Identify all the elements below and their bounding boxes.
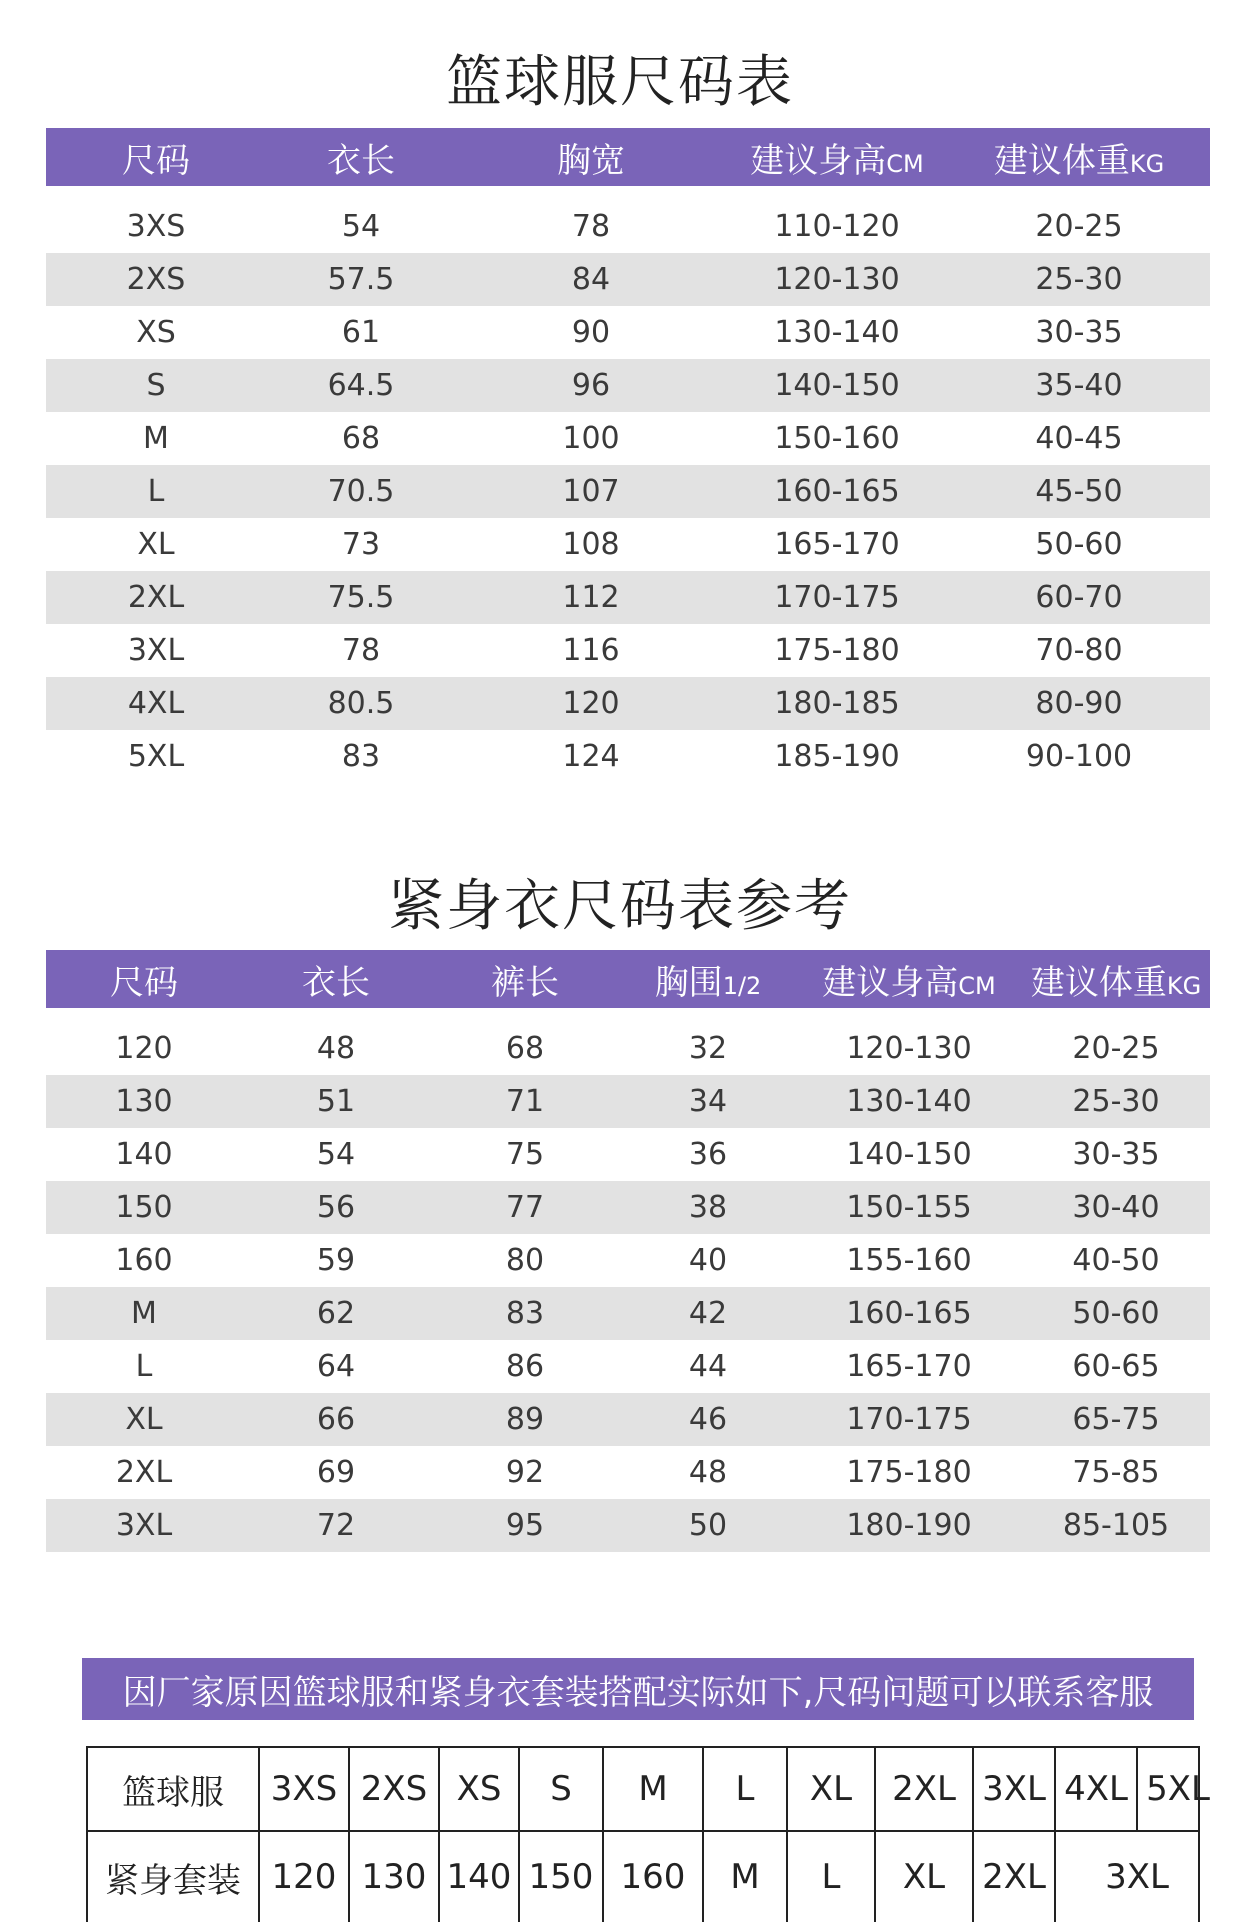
table-cell: 84 — [571, 262, 611, 297]
table-cell: 70.5 — [327, 474, 395, 509]
table-cell: 89 — [505, 1402, 545, 1437]
table-row — [46, 465, 1210, 518]
table-cell: 185-190 — [774, 739, 900, 774]
mapping-size-cell: 130 — [350, 1832, 440, 1922]
table-row — [46, 412, 1210, 465]
table-cell: 56 — [316, 1190, 356, 1225]
table-cell: 92 — [505, 1455, 545, 1490]
table-cell: XS — [136, 315, 176, 350]
table-cell: S — [146, 368, 166, 403]
mapping-size-cell: 150 — [520, 1832, 604, 1922]
table-cell: 40-45 — [1035, 421, 1123, 456]
mapping-size-cell: S — [520, 1748, 604, 1830]
table-row — [46, 1287, 1210, 1340]
table-row — [46, 1446, 1210, 1499]
table-row — [46, 624, 1210, 677]
tights-header — [46, 950, 1210, 1008]
table-cell: 5XL — [127, 739, 185, 774]
table-cell: 170-175 — [846, 1402, 972, 1437]
table-cell: 66 — [316, 1402, 356, 1437]
table-cell: 175-180 — [774, 633, 900, 668]
table-cell: 40 — [688, 1243, 728, 1278]
mapping-size-cell: 3XS — [260, 1748, 350, 1830]
table-cell: 30-40 — [1072, 1190, 1160, 1225]
table-cell: 150-160 — [774, 421, 900, 456]
table-cell: 160-165 — [846, 1296, 972, 1331]
table-cell: 130-140 — [846, 1084, 972, 1119]
mapping-size-cell: 2XS — [350, 1748, 440, 1830]
column-header — [266, 133, 456, 182]
table-cell: 75.5 — [327, 580, 395, 615]
table-cell: 64.5 — [327, 368, 395, 403]
table-cell: 68 — [505, 1031, 545, 1066]
table-cell: 32 — [688, 1031, 728, 1066]
table-row — [46, 1393, 1210, 1446]
table-cell: 71 — [505, 1084, 545, 1119]
table-cell: 165-170 — [846, 1349, 972, 1384]
column-header-label: 尺码 — [110, 962, 178, 1003]
column-header-label: 衣长 — [302, 962, 370, 1003]
column-header — [948, 133, 1210, 182]
table-cell: 36 — [688, 1137, 728, 1172]
table-cell: 165-170 — [774, 527, 900, 562]
table-row — [46, 359, 1210, 412]
mapping-table — [86, 1746, 1210, 1922]
tights-title: 紧身衣尺码表参考 — [388, 874, 852, 939]
table-cell: 48 — [316, 1031, 356, 1066]
mapping-row-tights — [88, 1832, 1198, 1922]
mapping-row-label: 篮球服 — [88, 1748, 260, 1830]
table-cell: 95 — [505, 1508, 545, 1543]
table-row — [46, 253, 1210, 306]
table-cell: 4XL — [127, 686, 185, 721]
table-cell: 3XL — [127, 633, 185, 668]
mapping-size-cell: XL — [876, 1832, 974, 1922]
column-header-unit: KG — [1166, 971, 1202, 1000]
table-row — [46, 306, 1210, 359]
table-row — [46, 1234, 1210, 1287]
table-cell: 107 — [562, 474, 620, 509]
table-cell: 34 — [688, 1084, 728, 1119]
mapping-size-cell: 3XL — [974, 1748, 1056, 1830]
column-header-label: 胸围 — [654, 962, 723, 1003]
table-cell: 3XL — [115, 1508, 173, 1543]
table-cell: 83 — [505, 1296, 545, 1331]
table-cell: XL — [125, 1402, 163, 1437]
table-cell: 20-25 — [1035, 209, 1123, 244]
table-cell: 100 — [562, 421, 620, 456]
table-row — [46, 677, 1210, 730]
table-row — [46, 571, 1210, 624]
table-cell: 44 — [688, 1349, 728, 1384]
table-cell: 120 — [562, 686, 620, 721]
mapping-size-cell: 140 — [440, 1832, 520, 1922]
table-cell: 140 — [115, 1137, 173, 1172]
column-header — [796, 955, 1022, 1004]
table-cell: XL — [137, 527, 175, 562]
table-cell: 2XL — [127, 580, 185, 615]
table-cell: 77 — [505, 1190, 545, 1225]
table-cell: 140-150 — [846, 1137, 972, 1172]
table-cell: 61 — [341, 315, 381, 350]
table-cell: 116 — [562, 633, 620, 668]
table-cell: 60-70 — [1035, 580, 1123, 615]
table-cell: 110-120 — [774, 209, 900, 244]
table-cell: 25-30 — [1072, 1084, 1160, 1119]
table-cell: 64 — [316, 1349, 356, 1384]
table-cell: 160-165 — [774, 474, 900, 509]
table-cell: 80 — [505, 1243, 545, 1278]
table-cell: 46 — [688, 1402, 728, 1437]
table-cell: 2XS — [126, 262, 186, 297]
table-cell: 130 — [115, 1084, 173, 1119]
bball-header — [46, 128, 1210, 186]
table-cell: 120-130 — [774, 262, 900, 297]
table-cell: 50-60 — [1035, 527, 1123, 562]
table-cell: 150 — [115, 1190, 173, 1225]
column-header — [620, 955, 796, 1004]
table-cell: 96 — [571, 368, 611, 403]
mapping-banner: 因厂家原因篮球服和紧身衣套装搭配实际如下,尺码问题可以联系客服 — [82, 1658, 1194, 1720]
table-cell: 85-105 — [1062, 1508, 1170, 1543]
table-cell: 2XL — [115, 1455, 173, 1490]
column-header-label: 胸宽 — [557, 140, 625, 181]
mapping-size-cell: L — [788, 1832, 876, 1922]
table-cell: 75-85 — [1072, 1455, 1160, 1490]
table-cell: 38 — [688, 1190, 728, 1225]
table-cell: 48 — [688, 1455, 728, 1490]
table-cell: 86 — [505, 1349, 545, 1384]
table-cell: 69 — [316, 1455, 356, 1490]
mapping-size-cell: 2XL — [876, 1748, 974, 1830]
table-cell: M — [143, 421, 169, 456]
column-header — [430, 955, 620, 1004]
table-cell: 78 — [571, 209, 611, 244]
column-header-unit: CM — [886, 149, 924, 178]
table-cell: 65-75 — [1072, 1402, 1160, 1437]
table-row — [46, 200, 1210, 253]
column-header-label: 建议体重 — [993, 140, 1130, 181]
mapping-size-cell: 3XL — [1105, 1857, 1169, 1897]
mapping-size-cell: M — [604, 1748, 704, 1830]
table-cell: 62 — [316, 1296, 356, 1331]
table-cell: 68 — [341, 421, 381, 456]
table-cell: 180-185 — [774, 686, 900, 721]
mapping-row-basketball — [88, 1748, 1210, 1832]
table-cell: L — [147, 474, 165, 509]
table-cell: M — [131, 1296, 157, 1331]
table-cell: 40-50 — [1072, 1243, 1160, 1278]
mapping-size-cell: 160 — [604, 1832, 704, 1922]
table-row — [46, 518, 1210, 571]
table-cell: 175-180 — [846, 1455, 972, 1490]
table-cell: 60-65 — [1072, 1349, 1160, 1384]
mapping-size-cell: L — [704, 1748, 788, 1830]
table-cell: 50-60 — [1072, 1296, 1160, 1331]
table-row — [46, 1181, 1210, 1234]
table-cell: 30-35 — [1072, 1137, 1160, 1172]
column-header-unit: 1/2 — [722, 971, 762, 1000]
table-cell: 42 — [688, 1296, 728, 1331]
table-cell: 120-130 — [846, 1031, 972, 1066]
column-header — [242, 955, 430, 1004]
column-header-label: 衣长 — [327, 140, 395, 181]
column-header-unit: KG — [1129, 149, 1165, 178]
table-cell: L — [135, 1349, 153, 1384]
table-cell: 124 — [562, 739, 620, 774]
mapping-size-cell: 2XL — [974, 1832, 1056, 1922]
table-row — [46, 1340, 1210, 1393]
table-cell: 140-150 — [774, 368, 900, 403]
mapping-size-cell: M — [704, 1832, 788, 1922]
column-header — [456, 133, 726, 182]
table-cell: 150-155 — [846, 1190, 972, 1225]
table-cell: 80.5 — [327, 686, 395, 721]
table-cell: 120 — [115, 1031, 173, 1066]
column-header — [46, 955, 242, 1004]
table-cell: 35-40 — [1035, 368, 1123, 403]
table-cell: 50 — [688, 1508, 728, 1543]
table-row — [46, 1022, 1210, 1075]
column-header-label: 尺码 — [122, 140, 190, 181]
table-cell: 170-175 — [774, 580, 900, 615]
mapping-size-cell: XS — [440, 1748, 520, 1830]
mapping-size-cell: XL — [788, 1748, 876, 1830]
table-cell: 51 — [316, 1084, 356, 1119]
table-cell: 78 — [341, 633, 381, 668]
column-header-label: 建议身高 — [822, 962, 959, 1003]
table-cell: 90 — [571, 315, 611, 350]
table-cell: 20-25 — [1072, 1031, 1160, 1066]
table-cell: 75 — [505, 1137, 545, 1172]
column-header-unit: CM — [958, 971, 996, 1000]
table-cell: 54 — [341, 209, 381, 244]
mapping-row-label: 紧身套装 — [88, 1832, 260, 1922]
basketball-size-table — [46, 128, 1210, 783]
mapping-size-cell: 4XL — [1056, 1748, 1138, 1830]
basketball-title: 篮球服尺码表 — [446, 50, 794, 115]
table-cell: 3XS — [126, 209, 186, 244]
table-row — [46, 1075, 1210, 1128]
table-cell: 45-50 — [1035, 474, 1123, 509]
table-cell: 70-80 — [1035, 633, 1123, 668]
table-cell: 160 — [115, 1243, 173, 1278]
table-cell: 80-90 — [1035, 686, 1123, 721]
mapping-size-cell: 5XL — [1146, 1769, 1210, 1809]
table-cell: 72 — [316, 1508, 356, 1543]
table-row — [46, 1499, 1210, 1552]
table-cell: 54 — [316, 1137, 356, 1172]
table-cell: 180-190 — [846, 1508, 972, 1543]
table-cell: 108 — [562, 527, 620, 562]
table-cell: 90-100 — [1025, 739, 1133, 774]
column-header — [46, 133, 266, 182]
tights-size-table — [46, 950, 1210, 1552]
table-cell: 73 — [341, 527, 381, 562]
column-header-label: 建议体重 — [1030, 962, 1167, 1003]
table-cell: 112 — [562, 580, 620, 615]
table-cell: 30-35 — [1035, 315, 1123, 350]
table-row — [46, 730, 1210, 783]
table-cell: 130-140 — [774, 315, 900, 350]
mapping-size-cell: 120 — [260, 1832, 350, 1922]
table-cell: 57.5 — [327, 262, 395, 297]
table-cell: 155-160 — [846, 1243, 972, 1278]
column-header — [1022, 955, 1210, 1004]
table-row — [46, 1128, 1210, 1181]
column-header-label: 建议身高 — [750, 140, 887, 181]
table-cell: 25-30 — [1035, 262, 1123, 297]
table-cell: 59 — [316, 1243, 356, 1278]
column-header — [726, 133, 948, 182]
table-cell: 83 — [341, 739, 381, 774]
column-header-label: 裤长 — [491, 962, 559, 1003]
